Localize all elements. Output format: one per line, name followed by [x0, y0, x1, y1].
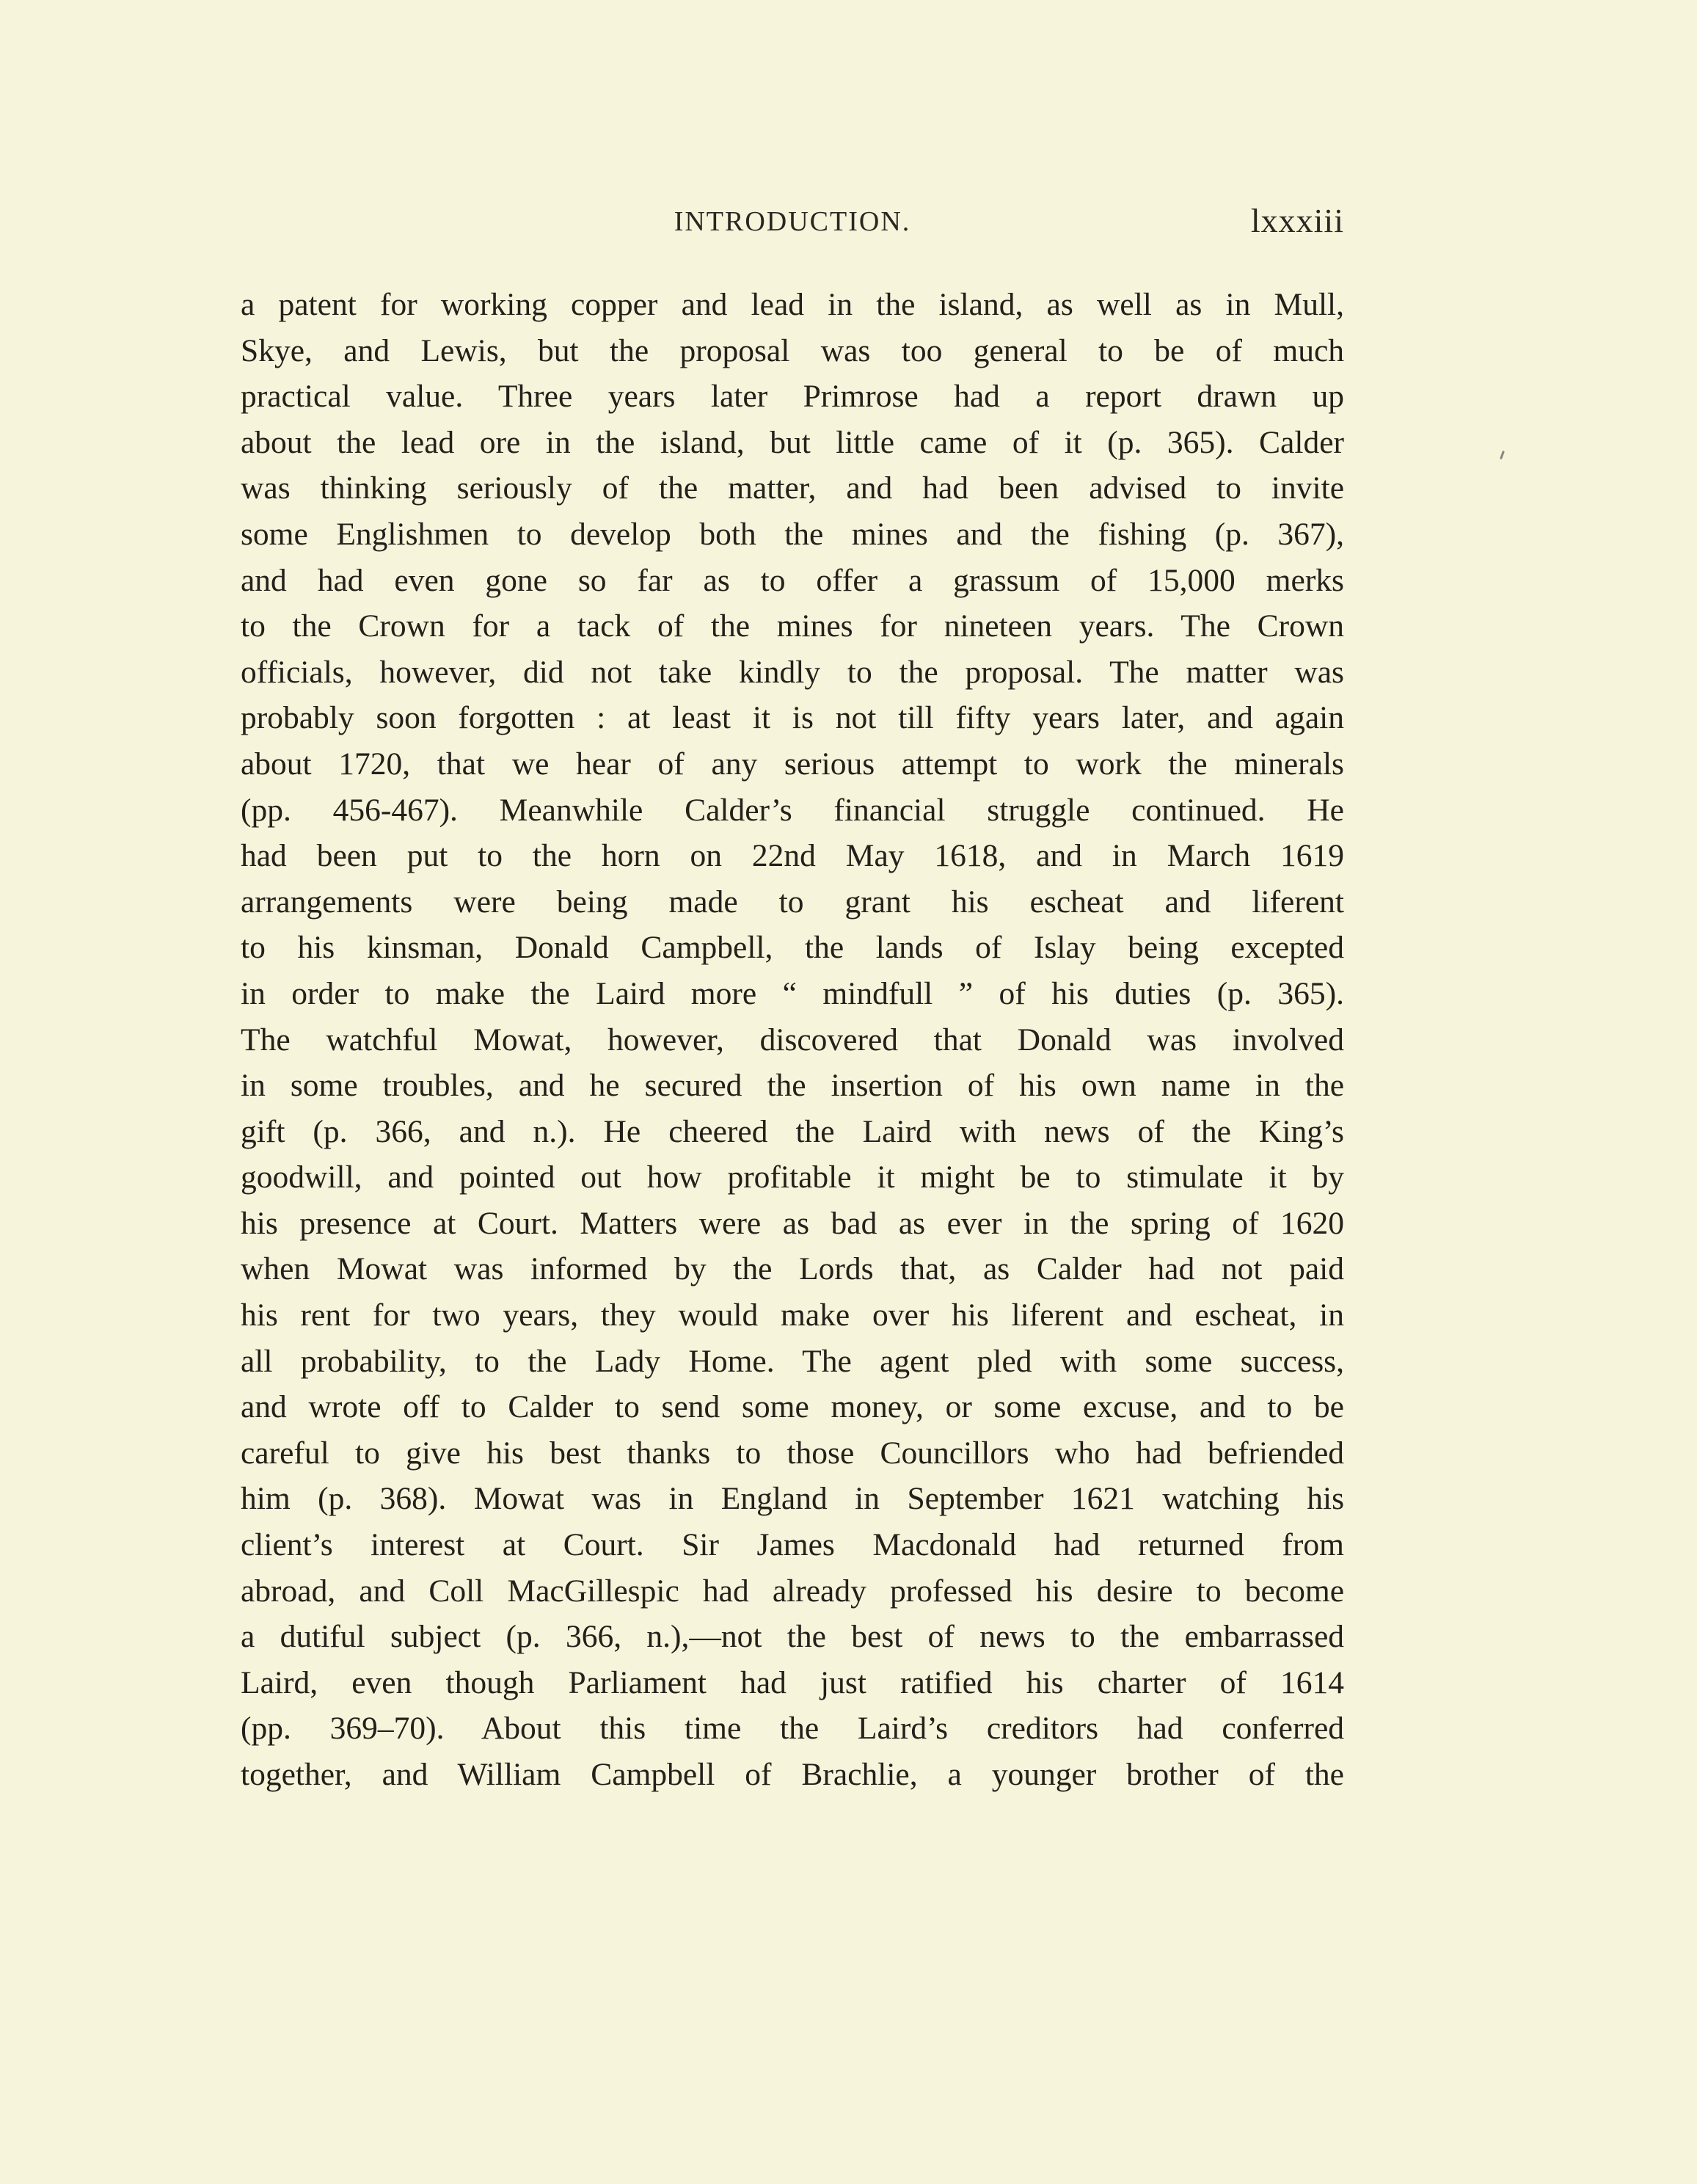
text-line: when Mowat was informed by the Lords that, as Calder had not paid: [241, 1251, 1344, 1287]
text-line: his rent for two years, they would make over his liferent and escheat, in: [241, 1297, 1344, 1333]
text-line: abroad, and Coll MacGillespic had already professed his desire to become: [241, 1573, 1344, 1609]
text-line: in order to make the Laird more “ mindfull ” of his duties (p. 365).: [241, 975, 1344, 1011]
text-line: (pp. 456-467). Meanwhile Calder’s financial struggle continued. He: [241, 792, 1344, 828]
text-line: about the lead ore in the island, but little came of it (p. 365). Calder: [241, 424, 1344, 460]
text-line: a patent for working copper and lead in the island, as well as in Mull,: [241, 287, 1344, 322]
text-line: in some troubles, and he secured the insertion of his own name in the: [241, 1068, 1344, 1104]
text-line: client’s interest at Court. Sir James Macdonald had returned from: [241, 1527, 1344, 1563]
text-line: (pp. 369–70). About this time the Laird’s creditors had conferred: [241, 1711, 1344, 1747]
text-line: The watchful Mowat, however, discovered that Donald was involved: [241, 1022, 1344, 1058]
page-number: lxxxiii: [1250, 202, 1344, 239]
text-line: some Englishmen to develop both the mines and the fishing (p. 367),: [241, 516, 1344, 552]
body-text: [241, 282, 1344, 1798]
text-line: his presence at Court. Matters were as bad as ever in the spring of 1620: [241, 1205, 1344, 1241]
text-line: probably soon forgotten : at least it is not till fifty years later, and again: [241, 700, 1344, 736]
text-line: together, and William Campbell of Brachlie, a younger brother of the: [241, 1757, 1344, 1792]
text-line: gift (p. 366, and n.). He cheered the Laird with news of the King’s: [241, 1113, 1344, 1149]
text-line: was thinking seriously of the matter, and had been advised to invite: [241, 470, 1344, 506]
text-line: Skye, and Lewis, but the proposal was too general to be of much: [241, 332, 1344, 368]
text-line: him (p. 368). Mowat was in England in September 1621 watching his: [241, 1481, 1344, 1517]
text-line: and had even gone so far as to offer a grassum of 15,000 merks: [241, 562, 1344, 598]
running-head: INTRODUCTION.: [674, 206, 911, 237]
text-line: had been put to the horn on 22nd May 1618, and in March 1619: [241, 838, 1344, 874]
text-line: goodwill, and pointed out how profitable it might be to stimulate it by: [241, 1160, 1344, 1195]
text-line: and wrote off to Calder to send some money, or some excuse, and to be: [241, 1389, 1344, 1425]
text-line: about 1720, that we hear of any serious attempt to work the minerals: [241, 746, 1344, 782]
text-line: officials, however, did not take kindly to the proposal. The matter was: [241, 654, 1344, 690]
paper-speck: [1500, 451, 1505, 459]
text-line: practical value. Three years later Primrose had a report drawn up: [241, 379, 1344, 415]
text-line: to the Crown for a tack of the mines for nineteen years. The Crown: [241, 608, 1344, 644]
text-line: arrangements were being made to grant his escheat and liferent: [241, 884, 1344, 920]
page-header: [241, 200, 1344, 251]
text-line: a dutiful subject (p. 366, n.),—not the best of news to the embarrassed: [241, 1619, 1344, 1655]
text-line: to his kinsman, Donald Campbell, the lands of Islay being excepted: [241, 930, 1344, 966]
text-line: all probability, to the Lady Home. The agent pled with some success,: [241, 1343, 1344, 1379]
text-line: Laird, even though Parliament had just ratified his charter of 1614: [241, 1664, 1344, 1700]
text-line: careful to give his best thanks to those Councillors who had befriended: [241, 1435, 1344, 1471]
